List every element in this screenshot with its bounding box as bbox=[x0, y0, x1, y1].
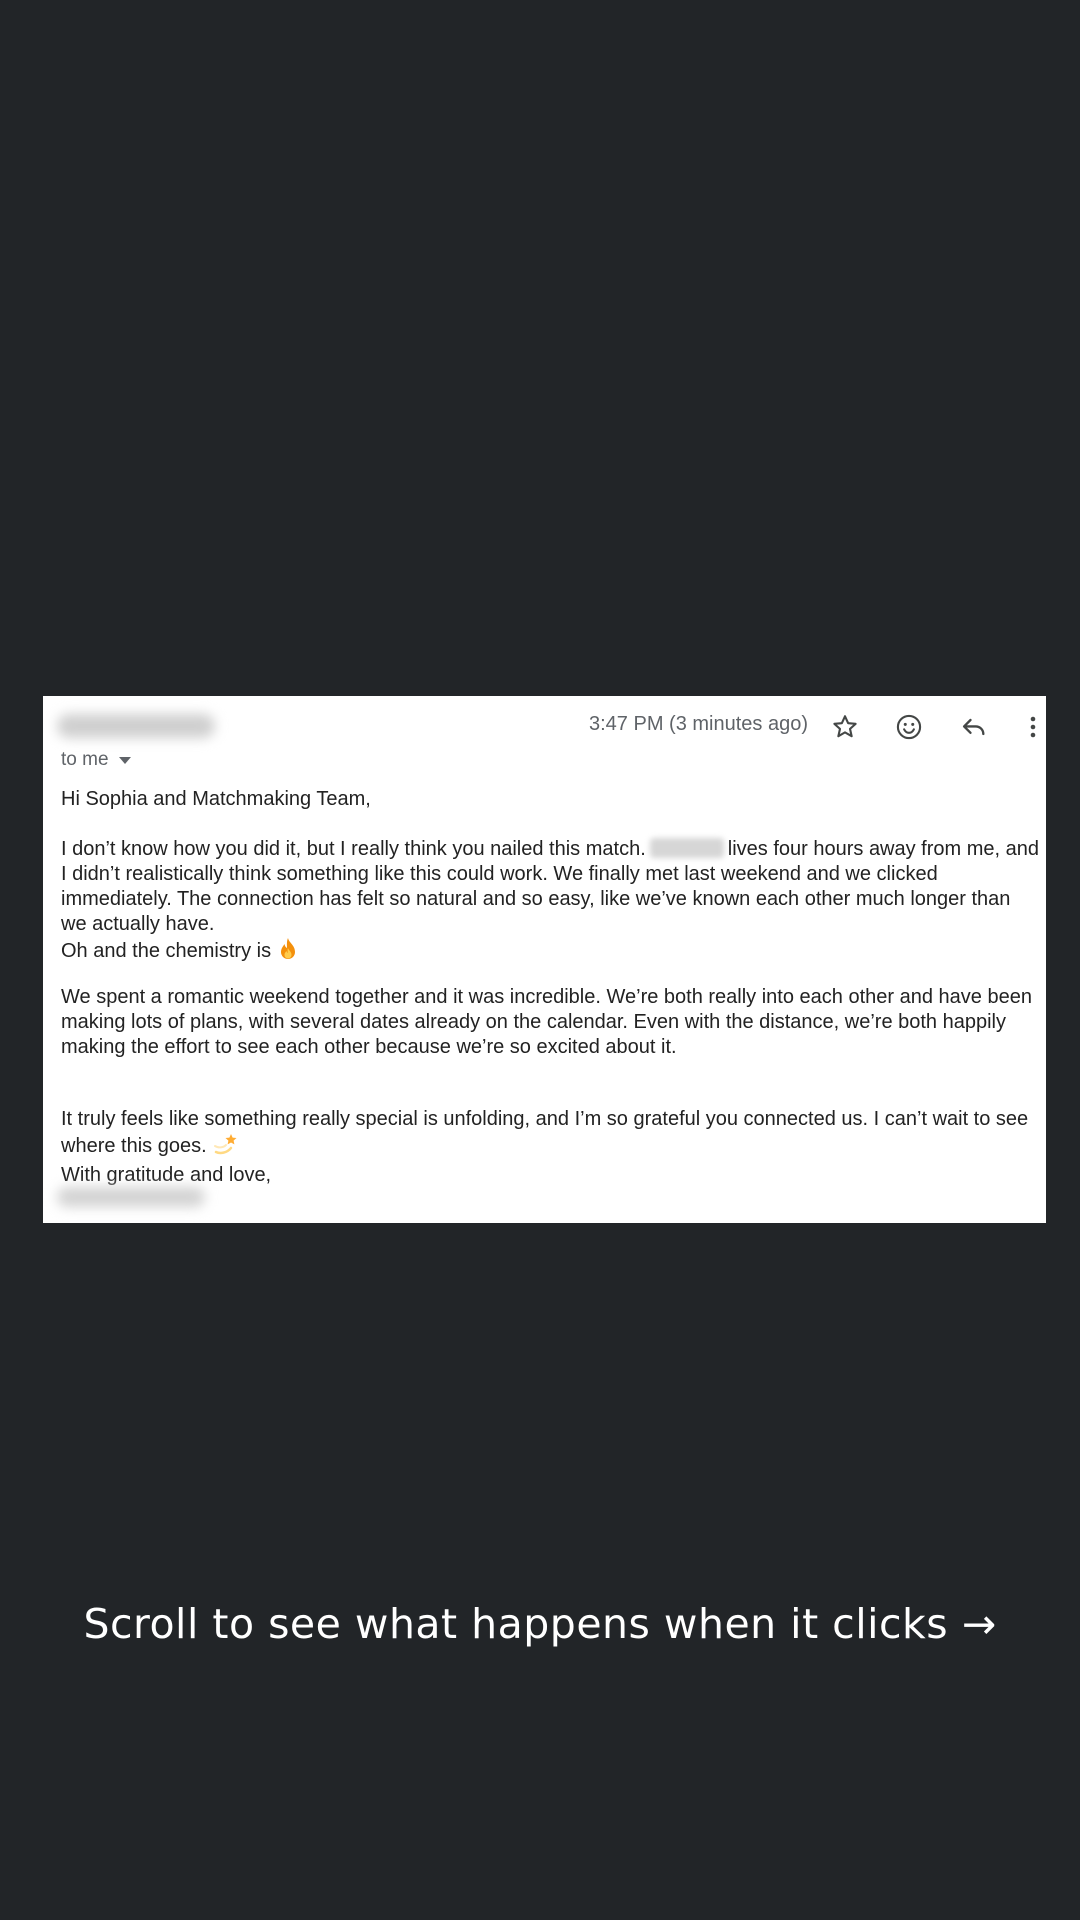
signature-redacted bbox=[57, 1187, 205, 1207]
chemistry-line: Oh and the chemistry is bbox=[61, 940, 272, 962]
scroll-caption: Scroll to see what happens when it clicks → bbox=[83, 1600, 997, 1648]
chevron-down-icon bbox=[119, 757, 131, 764]
sender-name-redacted bbox=[57, 714, 215, 738]
reply-icon[interactable] bbox=[958, 711, 990, 743]
email-paragraph-3 bbox=[61, 1107, 1040, 1188]
fire-emoji-icon bbox=[277, 937, 299, 968]
email-paragraph-1 bbox=[61, 837, 1040, 968]
email-timestamp: 3:47 PM (3 minutes ago) bbox=[589, 713, 808, 735]
more-vert-icon[interactable] bbox=[1023, 711, 1043, 743]
email-paragraph-2: We spent a romantic weekend together and it was incredible. We’re both really into each other and have been making lots of plans, with several dates already on the calendar. Even with the distance, we’re both happily making the effort to see each other because we’re so excited about it. bbox=[61, 986, 1032, 1058]
email-card bbox=[43, 696, 1046, 1223]
recipient-dropdown[interactable] bbox=[61, 749, 131, 771]
recipient-label: to me bbox=[61, 749, 109, 770]
star-icon[interactable] bbox=[829, 711, 861, 743]
emoji-react-icon[interactable] bbox=[893, 711, 925, 743]
match-name-redacted bbox=[650, 838, 724, 858]
email-greeting: Hi Sophia and Matchmaking Team, bbox=[61, 788, 371, 810]
paragraph-3-text: It truly feels like something really special is unfolding, and I’m so grateful you connected us. I can’t wait to see where this goes. bbox=[61, 1108, 1029, 1157]
email-closing: With gratitude and love, bbox=[61, 1164, 272, 1186]
dizzy-star-emoji-icon bbox=[213, 1132, 239, 1163]
paragraph-1-text-start: I don’t know how you did it, but I really think you nailed this match. bbox=[61, 838, 646, 860]
paragraph-1-text-end: lives four hours away from me, and I didn’t realistically think something like this could work. We finally met last weekend and we clicked immediately. The connection has felt so natural and so easy, like we’ve known each other much longer than we actually have. bbox=[61, 838, 1040, 935]
